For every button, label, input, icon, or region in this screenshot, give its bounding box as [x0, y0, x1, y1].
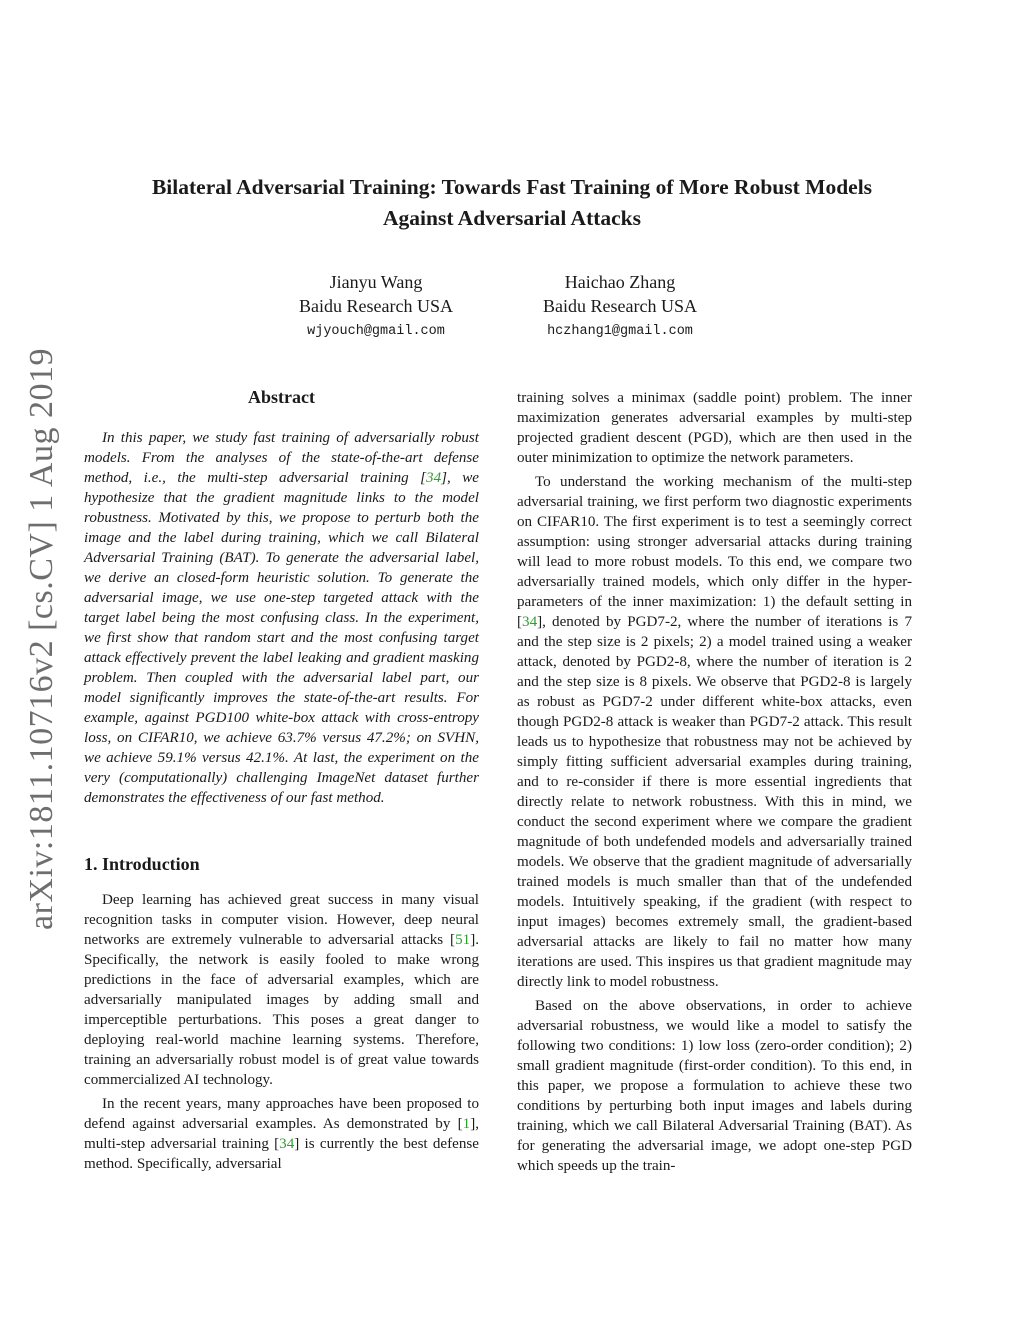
author-affiliation: Baidu Research USA: [543, 296, 697, 316]
author-block-1: [246, 270, 506, 344]
section-heading-introduction: 1. Introduction: [84, 854, 200, 874]
author-email[interactable]: hczhang1@gmail.com: [547, 324, 693, 339]
citation-link[interactable]: 34: [279, 1136, 295, 1152]
right-paragraph-3: Based on the above observations, in order to achieve adversarial robustness, we would like a model to satisfy the following two conditions: 1) low loss (zero-order condition); 2) small gradient magnitude (first-order condition). To this end, in this paper, we propose a formulation to achieve these two conditions by perturbing both input images and labels during training, which we call Bilateral Adversarial Training (BAT). As for generating the adversarial image, we adopt one-step PGD which speeds up the train-: [517, 998, 912, 1174]
author-name: Haichao Zhang: [564, 272, 676, 292]
citation-link[interactable]: 51: [455, 932, 471, 948]
arxiv-identifier: arXiv:1811.10716v2 [cs.CV] 1 Aug 2019: [23, 348, 60, 930]
right-paragraph-1: training solves a minimax (saddle point) problem. The inner maximization generates adversarial examples by multi-step projected gradient descent (PGD), which are then used in the outer minimization to optimize the network parameters.: [517, 390, 912, 466]
citation-link[interactable]: 34: [426, 470, 442, 486]
right-column: [517, 388, 912, 1180]
intro-paragraph-1: Deep learning has achieved great success in many visual recognition tasks in computer vision. However, deep neural networks are extremely vulnerable to adversarial attacks [51]. Specifically, the network is easily fooled to make wrong predictions in the face of adversarial examples, which are adversarially manipulated images by adding small and imperceptible perturbations. This poses a great danger to deploying real-world machine learning systems. Therefore, training an adversarially robust model is of great value towards commercialized AI technology.: [84, 892, 479, 1088]
author-affiliation: Baidu Research USA: [299, 296, 453, 316]
citation-link[interactable]: 34: [522, 614, 538, 630]
title-line-1: Bilateral Adversarial Training: Towards Fast Training of More Robust Models: [151, 175, 873, 199]
left-column: [84, 384, 479, 1178]
abstract-text: In this paper, we study fast training of adversarially robust models. From the analyses of the state-of-the-art defense method, i.e., the multi-step adversarial training [34], we hypothesize that the gradient magnitude links to the model robustness. Motivated by this, we propose to perturb both the image and the label during training, which we call Bilateral Adversarial Training (BAT). To generate the adversarial label, we derive an closed-form heuristic solution. To generate the adversarial image, we use one-step targeted attack with the target label being the most confusing class. In the experiment, we first show that random start and the most confusing target attack effectively prevent the label leaking and gradient masking problem. Then coupled with the adversarial label part, our model significantly improves the state-of-the-art results. For example, against PGD100 white-box attack with cross-entropy loss, on CIFAR10, we achieve 63.7% versus 47.2%; on SVHN, we achieve 59.1% versus 42.1%. At last, the experiment on the very (computationally) challenging ImageNet dataset further demonstrates the effectiveness of our fast method.: [84, 430, 480, 806]
intro-paragraph-2: In the recent years, many approaches have been proposed to defend against adversarial examples. As demonstrated by [1], multi-step adversarial training [34] is currently the best defense method. Specifically, adversarial: [84, 1096, 479, 1172]
title-line-2: Against Adversarial Attacks: [383, 206, 641, 230]
paper-title: [60, 172, 964, 234]
author-block-2: [490, 270, 750, 344]
author-name: Jianyu Wang: [329, 272, 423, 292]
abstract-heading: Abstract: [248, 387, 315, 407]
author-email[interactable]: wjyouch@gmail.com: [307, 324, 445, 339]
right-paragraph-2: To understand the working mechanism of the multi-step adversarial training, we first perform two diagnostic experiments on CIFAR10. The first experiment is to test a seemingly correct assumption: using stronger adversarial attacks during training will lead to more robust models. To this end, we compare two adversarially trained models, which only differ in the hyper-parameters of the inner maximization: 1) the default setting in [34], denoted by PGD7-2, where the number of iterations is 7 and the step size is 2 pixels; 2) a model trained using a weaker attack, denoted by PGD2-8, where the number of iteration is 2 and the step size is 8 pixels. We observe that PGD2-8 is largely as robust as PGD7-2 under different white-box attacks, even though PGD2-8 attack is weaker than PGD7-2 attack. This result leads us to hypothesize that robustness may not be achieved by simply fitting sufficient adversarial examples during training, and to re-consider if there is more essential ingredients that directly relate to network robustness. With this in mind, we conduct the second experiment where we compare the gradient magnitude of both undefended models and adversarially trained models. We observe that the gradient magnitude of adversarially trained models is much smaller than that of the undefended models. Intuitively speaking, if the gradient (with respect to input images) becomes extremely small, the gradient-based adversarial attacks are likely to fail no matter how many iterations are used. This inspires us that gradient magnitude may directly link to model robustness.: [517, 474, 912, 990]
citation-link[interactable]: 1: [462, 1116, 471, 1132]
